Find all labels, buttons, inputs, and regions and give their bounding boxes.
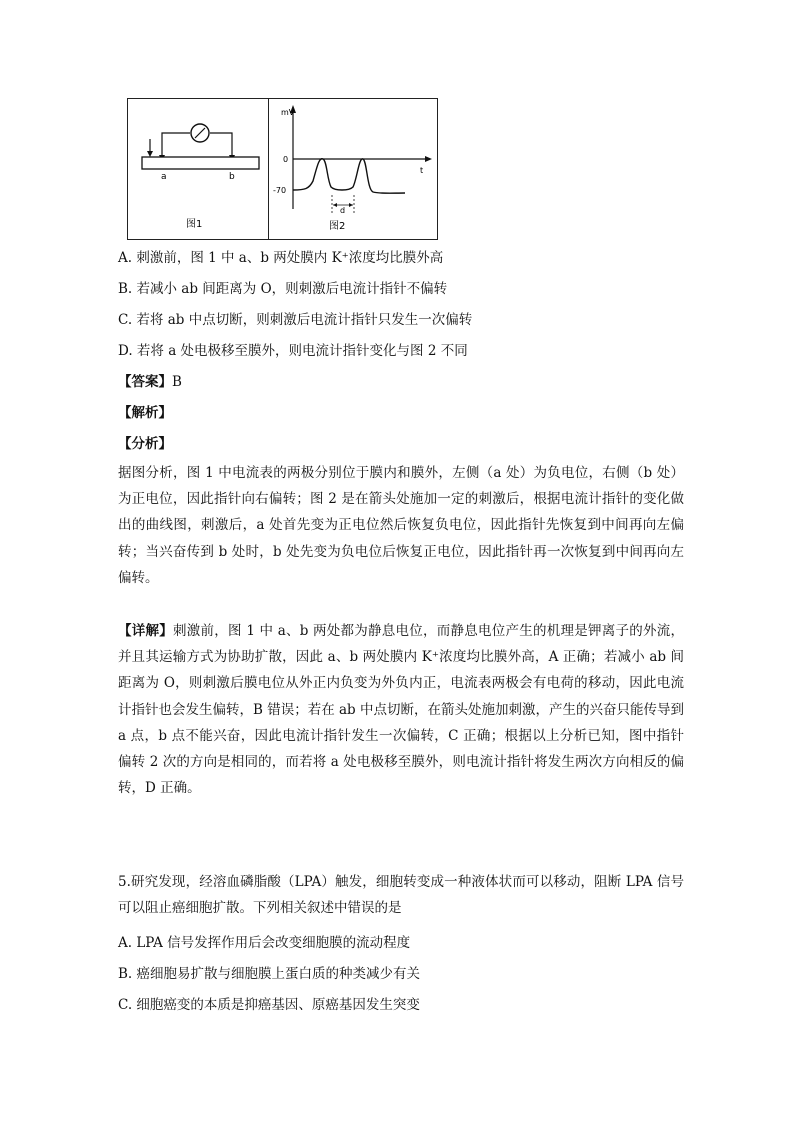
- q5-option-b: B. 癌细胞易扩散与细胞膜上蛋白质的种类减少有关: [118, 966, 421, 982]
- detail-paragraph: [118, 618, 684, 801]
- y-rest-label: -70: [273, 186, 287, 195]
- detail-tag: 【详解】: [118, 623, 174, 639]
- figure-2-caption: 图2: [329, 221, 346, 232]
- y-zero-label: 0: [283, 155, 289, 164]
- answer-line: [118, 372, 182, 392]
- potential-curve: [293, 159, 405, 194]
- q5-option-c: C. 细胞癌变的本质是抑癌基因、原癌基因发生突变: [118, 997, 420, 1013]
- figure-2: [268, 98, 438, 240]
- answer-value: B: [172, 374, 182, 390]
- q4-option-c: C. 若将 ab 中点切断，则刺激后电流计指针只发生一次偏转: [118, 312, 473, 328]
- d-label: d: [340, 206, 346, 215]
- figure-2-chart: [269, 99, 437, 239]
- figure-1-caption: 图1: [186, 219, 203, 230]
- q5-stem: 5.研究发现，经溶血磷脂酸（LPA）触发，细胞转变成一种液体状而可以移动，阻断 LPA 信号可以阻止癌细胞扩散。下列相关叙述中错误的是: [118, 874, 684, 917]
- analysis-paragraph: 据图分析，图 1 中电流表的两极分别位于膜内和膜外，左侧（a 处）为负电位，右侧（b 处）为正电位，因此指针向右偏转；图 2 是在箭头处施加一定的刺激后，根据电流计指针的变化做出的曲线图，刺激后，a 处首先变为正电位然后恢复负电位，因此指针先恢复到中间再向左偏转；当兴奋传到 b 处时，b 处先变为负电位后恢复正电位，因此指针再一次恢复到中间再向左偏转。: [118, 465, 685, 586]
- q5-option-a: A. LPA 信号发挥作用后会改变细胞膜的流动程度: [118, 935, 411, 951]
- label-b: b: [229, 172, 235, 182]
- x-unit: t: [420, 166, 424, 175]
- label-a: a: [161, 172, 167, 182]
- y-unit: mV: [281, 108, 295, 117]
- q4-option-b: B. 若减小 ab 间距离为 O，则刺激后电流计指针不偏转: [118, 281, 448, 297]
- figure-1: [127, 98, 269, 240]
- jiexi-heading: 【解析】: [118, 405, 172, 421]
- figure-1-diagram: [128, 99, 268, 239]
- detail-text: 刺激前，图 1 中 a、b 两处都为静息电位，而静息电位产生的机理是钾离子的外流，并且其运输方式为协助扩散，因此 a、b 两处膜内 K⁺浓度均比膜外高，A 正确；若减小 ab 间距离为 O，则刺激后膜电位从外正内负变为外负内正，电流表两极会有电荷的移动，因此电流计指针也会发生偏转，B 错误；若在 ab 中点切断，在箭头处施加刺激，产生的兴奋只能传导到 a 点，b 点不能兴奋，因此电流计指针发生一次偏转，C 正确；根据以上分析已知，图中指针偏转 2 次的方向是相同的，而若将 a 处电极移至膜外，则电流计指针将发生两次方向相反的偏转，D 正确。: [118, 623, 685, 797]
- q4-option-a: A. 刺激前，图 1 中 a、b 两处膜内 K⁺浓度均比膜外高: [118, 250, 444, 266]
- answer-tag: 【答案】: [118, 374, 172, 390]
- fenxi-heading: 【分析】: [118, 436, 172, 452]
- q4-option-d: D. 若将 a 处电极移至膜外，则电流计指针变化与图 2 不同: [118, 343, 468, 359]
